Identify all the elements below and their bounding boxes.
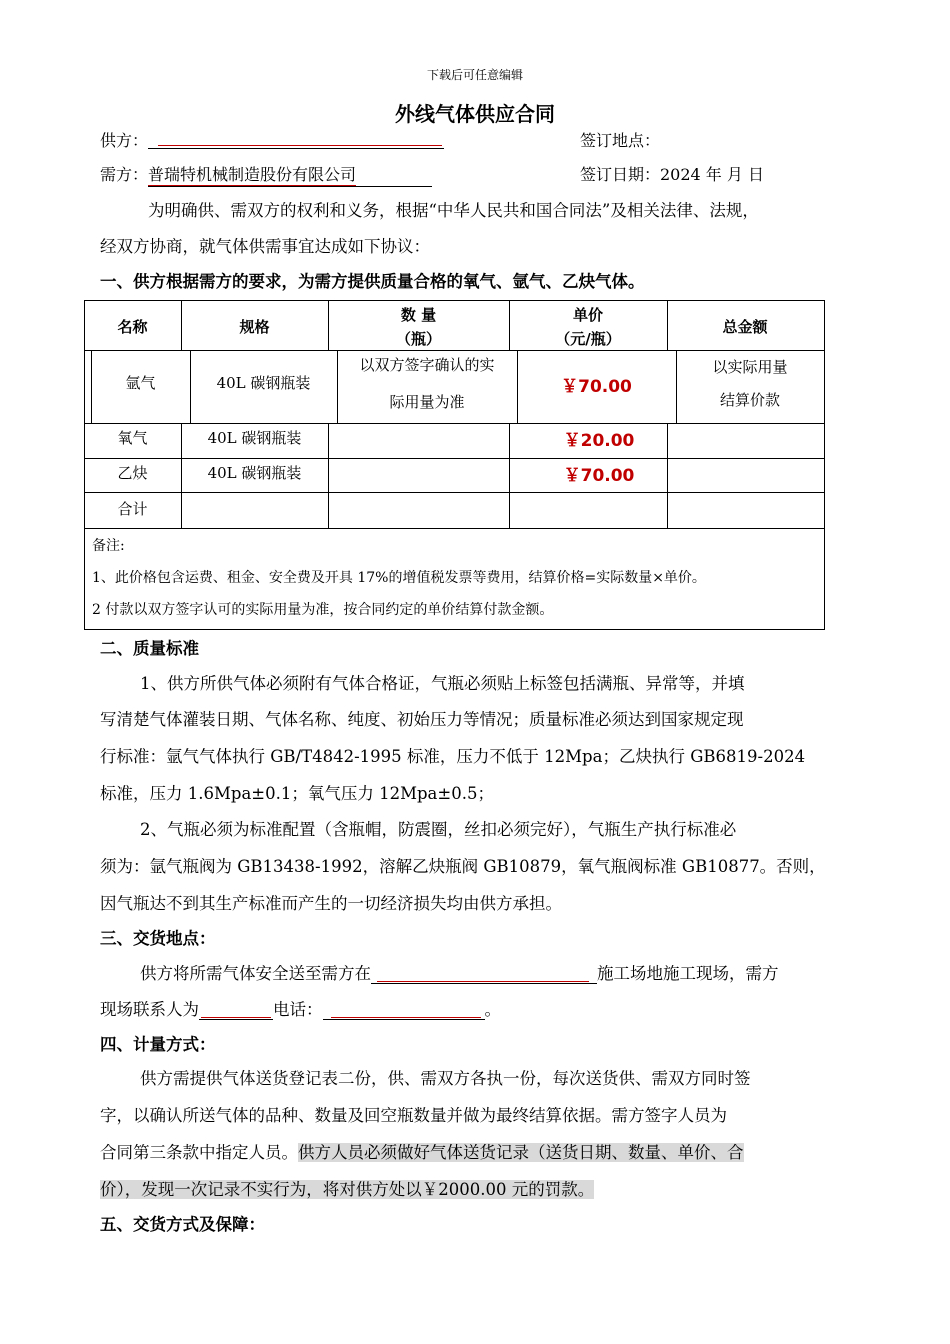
sign-date-label: 签订日期：2024 年 月 日 bbox=[580, 165, 764, 184]
phone-blank bbox=[323, 1000, 485, 1020]
section-2-p1-line-3: 行标准：氩气气体执行 GB/T4842-1995 标准，压力不低于 12Mpa；乙炔执行 GB6819-2024 bbox=[100, 747, 806, 766]
row-2-name: 氧气 bbox=[117, 429, 148, 447]
row-1-qty: 以双方签字确认的实 bbox=[359, 356, 495, 374]
section-3-line-1: 供方将所需气体安全送至需方在 施工场地施工现场，需方 bbox=[140, 964, 779, 983]
section-5-heading: 五、交货方式及保障： bbox=[100, 1215, 265, 1234]
top-note: 下载后可任意编辑 bbox=[426, 68, 523, 82]
section-2-p2-line-3: 因气瓶达不到其生产标准而产生的一切经济损失均由供方承担。 bbox=[100, 894, 562, 913]
note-1: 1、此价格包含运费、租金、安全费及开具 17%的增值税发票等费用，结算价格=实际数量×单价。 bbox=[92, 570, 706, 586]
header-qty: 数 量 bbox=[400, 306, 437, 324]
section-4-line-1: 供方需提供气体送货登记表二份，供、需双方各执一份，每次送货供、需双方同时签 bbox=[140, 1069, 751, 1088]
header-price: 单价 bbox=[572, 306, 603, 324]
supplier-label: 供方： bbox=[100, 131, 149, 150]
section-1-heading: 一、供方根据需方的要求，为需方提供质量合格的氧气、氩气、乙炔气体。 bbox=[100, 272, 645, 291]
section-4-line-2: 字，以确认所送气体的品种、数量及回空瓶数量并做为最终结算依据。需方签字人员为 bbox=[100, 1106, 727, 1125]
row-1-total: 以实际用量 bbox=[712, 358, 788, 376]
row-1-spec: 40L 碳钢瓶装 bbox=[216, 374, 311, 392]
buyer-label: 需方： bbox=[100, 165, 149, 184]
row-3-name: 乙炔 bbox=[117, 464, 148, 482]
sign-place-label: 签订地点： bbox=[580, 131, 661, 150]
notes-label: 备注: bbox=[92, 538, 125, 554]
section-4-line-3: 合同第三条款中指定人员。供方人员必须做好气体送货记录（送货日期、数量、单价、合 bbox=[100, 1143, 744, 1162]
intro-line-1: 为明确供、需双方的权利和义务，根据“中华人民共和国合同法”及相关法律、法规， bbox=[148, 201, 759, 220]
row-1-price: ￥70.00 bbox=[561, 377, 632, 397]
contact-person-blank bbox=[199, 1000, 273, 1020]
section-2-p1-line-1: 1、供方所供气体必须附有气体合格证，气瓶必须贴上标签包括满瓶、异常等，并填 bbox=[140, 674, 745, 693]
intro-line-2: 经双方协商，就气体供需事宜达成如下协议： bbox=[100, 237, 430, 256]
supplier-line bbox=[100, 128, 444, 151]
highlighted-clause: 供方人员必须做好气体送货记录（送货日期、数量、单价、合 bbox=[298, 1143, 744, 1162]
section-2-heading: 二、质量标准 bbox=[100, 639, 199, 658]
row-1-name: 氩气 bbox=[125, 374, 156, 392]
delivery-place-blank bbox=[371, 964, 597, 984]
row-1-total-2: 结算价款 bbox=[719, 391, 780, 409]
section-2-p1-line-4: 标准，压力 1.6Mpa±0.1；氧气压力 12Mpa±0.5； bbox=[100, 784, 494, 803]
header-qty-unit: （瓶） bbox=[395, 330, 441, 348]
section-3-heading: 三、交货地点： bbox=[100, 929, 216, 948]
row-2-price: ￥20.00 bbox=[563, 431, 635, 451]
row-total-name: 合计 bbox=[117, 500, 148, 518]
buyer-name: 普瑞特机械制造股份有限公司 bbox=[148, 162, 432, 187]
section-4-line-4: 价），发现一次记录不实行为，将对供方处以￥2000.00 元的罚款。 bbox=[100, 1180, 595, 1199]
header-price-unit: （元/瓶） bbox=[555, 330, 621, 348]
section-2-p2-line-1: 2、气瓶必须为标准配置（含瓶帽，防震圈，丝扣必须完好），气瓶生产执行标准必 bbox=[140, 820, 737, 839]
row-3-spec: 40L 碳钢瓶装 bbox=[207, 464, 302, 482]
supplier-blank bbox=[148, 129, 444, 149]
header-spec: 规格 bbox=[239, 318, 270, 336]
row-1-qty-2: 际用量为准 bbox=[389, 393, 465, 411]
section-2-p2-line-2: 须为：氩气瓶阀为 GB13438-1992，溶解乙炔瓶阀 GB10879，氧气瓶阀标准 GB10877。否则， bbox=[100, 857, 826, 876]
header-total: 总金额 bbox=[722, 318, 768, 336]
header-name: 名称 bbox=[117, 318, 148, 336]
row-2-spec: 40L 碳钢瓶装 bbox=[207, 429, 302, 447]
document-title: 外线气体供应合同 bbox=[395, 102, 555, 126]
section-2-p1-line-2: 写清楚气体灌装日期、气体名称、纯度、初始压力等情况；质量标准必须达到国家规定现 bbox=[100, 710, 744, 729]
section-4-heading: 四、计量方式： bbox=[100, 1035, 216, 1054]
note-2: 2 付款以双方签字认可的实际用量为准，按合同约定的单价结算付款金额。 bbox=[92, 602, 554, 618]
buyer-line bbox=[100, 162, 432, 187]
section-3-line-2: 现场联系人为 电话： 。 bbox=[100, 1000, 501, 1019]
row-3-price: ￥70.00 bbox=[563, 466, 635, 486]
